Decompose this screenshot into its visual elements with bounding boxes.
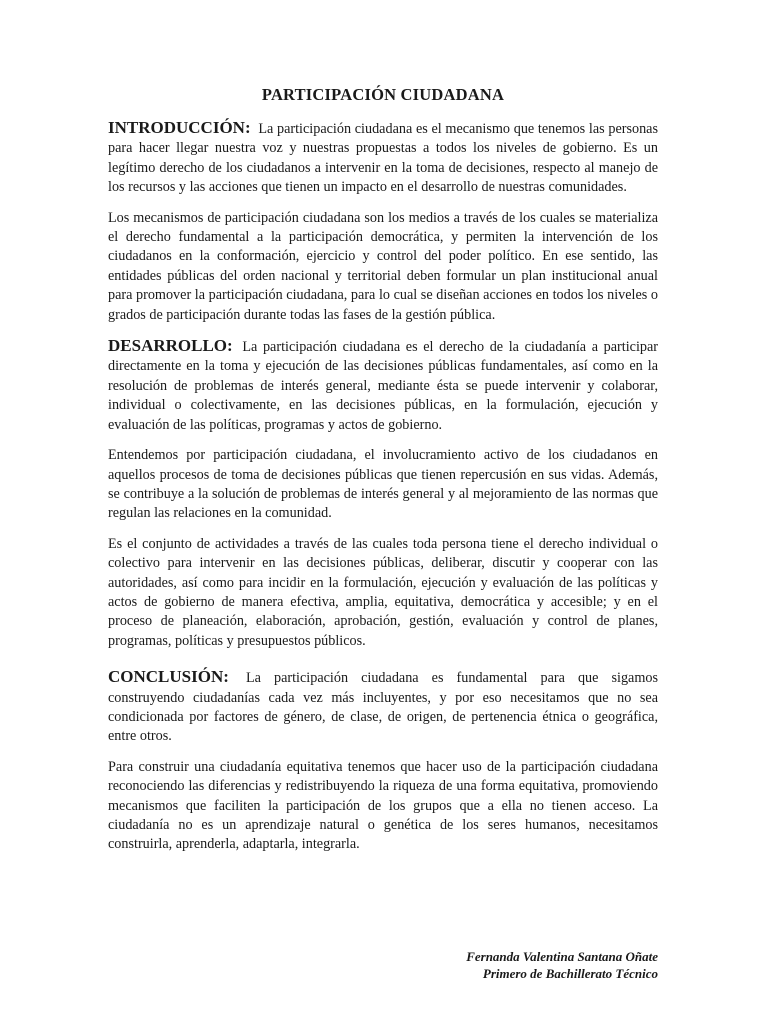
conclusion-paragraph-1-text: La participación ciudadana es fundamental para que sigamos construyendo ciudadanías cada vez más incluyentes, y por eso necesitamos que no sea condicionada por factores de género, de clase, de origen, de pertenencia étnica o geográfica, entre otros. [108, 670, 659, 745]
document-title: PARTICIPACIÓN CIUDADANA [261, 85, 505, 104]
signature-author: Fernanda Valentina Santana Oñate [466, 949, 658, 964]
introduccion-heading: INTRODUCCIÓN: [108, 118, 251, 137]
signature-course: Primero de Bachillerato Técnico [482, 966, 658, 981]
introduccion-paragraph-1 [108, 118, 658, 198]
desarrollo-heading: DESARROLLO: [108, 336, 233, 356]
conclusion-paragraph-2: Para construir una ciudadanía equitativa tenemos que hacer uso de la participación ciudadana reconociendo las diferencias y redistribuyendo la riqueza de una forma equitativa, promoviendo mecanismos que faciliten la participación de los grupos que a ella no tienen acceso. La ciudadanía no es un aprendizaje natural o genética de los seres humanos, necesitamos construirla, aprenderla, adaptarla, integrarla. [108, 758, 658, 853]
conclusion-heading: CONCLUSIÓN: [108, 667, 229, 687]
signature-block [466, 948, 658, 982]
document-page [108, 84, 658, 866]
desarrollo-paragraph-1-text: La participación ciudadana es el derecho de la ciudadanía a participar directamente en la toma y ejecución de las decisiones públicas fundamentales, así como en la resolución de problemas de interés general, mediante ésta se puede intervenir y colaborar, individual o colectivamente, en las decisiones públicas, en la formulación, ejecución y evaluación de las políticas, programas y actos de gobierno. [108, 339, 658, 433]
desarrollo-paragraph-2: Entendemos por participación ciudadana, el involucramiento activo de los ciudadanos en aquellos procesos de toma de decisiones públicas que tienen repercusión en sus vidas. Además, se contribuye a la solución de problemas de interés general y al mejoramiento de las normas que regulan las relaciones en la comunidad. [108, 447, 658, 522]
conclusion-paragraph-1 [108, 667, 658, 747]
introduccion-paragraph-1-text: La participación ciudadana es el mecanismo que tenemos las personas para hacer llegar nuestra voz y nuestras propuestas a todos los niveles de gobierno. Es un legítimo derecho de los ciudadanos a intervenir en la toma de decisiones, respecto al manejo de los recursos y las acciones que tienen un impacto en el desarrollo de nuestras comunidades. [108, 121, 658, 196]
introduccion-paragraph-2: Los mecanismos de participación ciudadana son los medios a través de los cuales se materializa el derecho fundamental a la participación democrática, y permiten la intervención de los ciudadanos en la conformación, ejercicio y control del poder político. En ese sentido, las entidades públicas del orden nacional y territorial deben formular un plan institucional anual para promover la participación ciudadana, para lo cual se diseñan acciones en todos los niveles o grados de participación durante todas las fases de la gestión pública. [108, 209, 658, 323]
desarrollo-paragraph-3: Es el conjunto de actividades a través de las cuales toda persona tiene el derecho individual o colectivo para intervenir en las decisiones públicas, deliberar, discutir y cooperar con las autoridades, así como para incidir en la formulación, ejecución y evaluación de las políticas y actos de gobierno de manera efectiva, amplia, equitativa, democrática y accesible; y en el proceso de planeación, elaboración, aprobación, gestión, evaluación y control de planes, programas, políticas y presupuestos públicos. [108, 535, 658, 649]
desarrollo-paragraph-1 [108, 336, 658, 435]
